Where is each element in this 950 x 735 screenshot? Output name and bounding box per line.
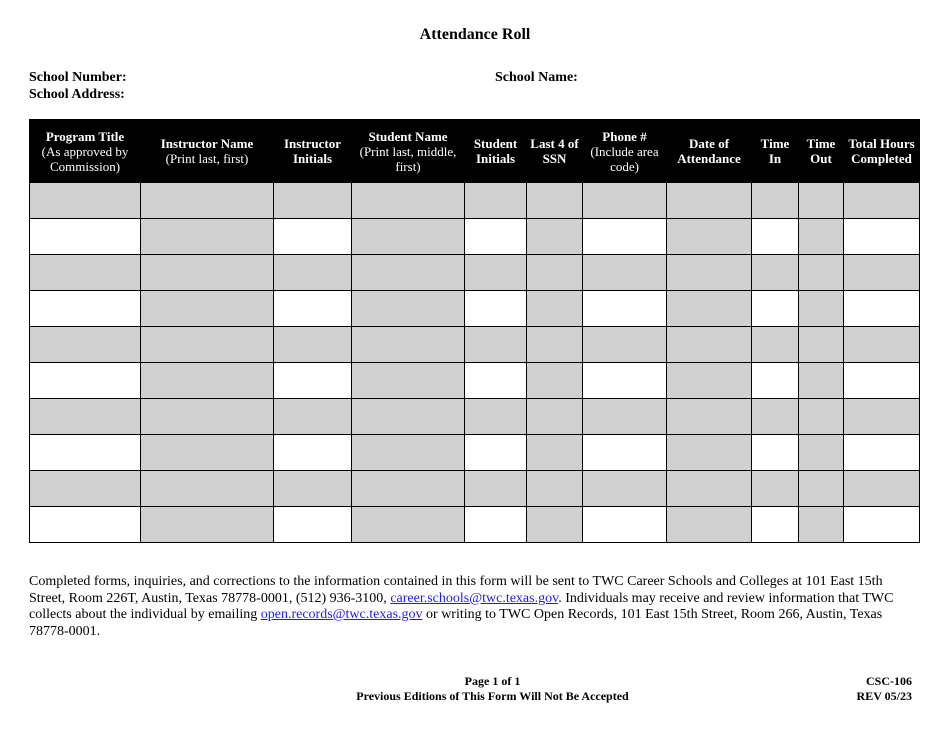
entry-cell[interactable] <box>799 219 844 255</box>
entry-cell[interactable] <box>583 219 667 255</box>
career-schools-email-link[interactable]: career.schools@twc.texas.gov <box>390 590 559 606</box>
entry-cell[interactable] <box>465 219 527 255</box>
entry-cell[interactable] <box>667 219 752 255</box>
column-header-title: Last 4 of SSN <box>530 136 579 166</box>
entry-cell[interactable] <box>141 327 274 363</box>
editions-notice: Previous Editions of This Form Will Not Be Accepted <box>356 689 629 703</box>
column-header-title: Program Title <box>45 128 125 144</box>
entry-cell[interactable] <box>141 183 274 219</box>
entry-cell[interactable] <box>141 435 274 471</box>
entry-cell[interactable] <box>667 399 752 435</box>
column-header-title: Time Out <box>806 136 836 166</box>
school-name-label: School Name: <box>495 70 578 85</box>
entry-cell[interactable] <box>799 363 844 399</box>
entry-cell[interactable] <box>352 399 465 435</box>
entry-cell[interactable] <box>667 183 752 219</box>
entry-cell[interactable] <box>799 291 844 327</box>
table-row <box>30 255 920 291</box>
column-header-title: Time In <box>760 136 790 166</box>
entry-cell[interactable] <box>141 255 274 291</box>
attendance-table <box>29 119 920 543</box>
entry-cell[interactable] <box>752 471 799 507</box>
entry-cell[interactable] <box>141 399 274 435</box>
entry-cell[interactable] <box>844 507 920 543</box>
entry-cell[interactable] <box>583 291 667 327</box>
column-header-title: Student Initials <box>473 136 518 166</box>
form-revision: REV 05/23 <box>856 689 912 703</box>
entry-cell[interactable] <box>799 255 844 291</box>
entry-cell[interactable] <box>527 399 583 435</box>
entry-cell[interactable] <box>527 435 583 471</box>
column-header <box>667 120 752 183</box>
entry-cell[interactable] <box>844 435 920 471</box>
column-header-title: Date of Attendance <box>677 136 741 166</box>
notice-text-2: . Individuals may receive and review information that TWC collects about the individual by emailing <box>29 590 894 622</box>
entry-cell[interactable] <box>274 399 352 435</box>
column-header-title: Student Name <box>368 128 448 144</box>
entry-cell[interactable] <box>352 183 465 219</box>
entry-cell[interactable] <box>844 219 920 255</box>
notice-text-1: Completed forms, inquiries, and corrections to the information contained in this form will be sent to TWC Career Schools and Colleges at 101 East 15th Street, Room 226T, Austin, Texas 78778-0001, (512) 936-3100, <box>29 574 883 606</box>
entry-cell[interactable] <box>274 471 352 507</box>
table-body <box>30 183 920 543</box>
entry-cell[interactable] <box>274 255 352 291</box>
column-header <box>527 120 583 183</box>
entry-cell[interactable] <box>465 255 527 291</box>
entry-cell[interactable] <box>274 507 352 543</box>
form-title: Attendance Roll <box>419 26 531 43</box>
column-header <box>799 120 844 183</box>
entry-cell[interactable] <box>465 471 527 507</box>
entry-cell[interactable] <box>352 219 465 255</box>
entry-cell[interactable] <box>274 435 352 471</box>
entry-cell[interactable] <box>352 291 465 327</box>
entry-cell[interactable] <box>583 255 667 291</box>
entry-cell[interactable] <box>352 255 465 291</box>
entry-cell[interactable] <box>844 363 920 399</box>
privacy-notice <box>29 574 914 640</box>
entry-cell[interactable] <box>527 183 583 219</box>
school-address-row <box>29 87 148 103</box>
entry-cell[interactable] <box>30 183 141 219</box>
school-number-row <box>29 70 150 86</box>
column-header-note: (Include area code) <box>590 143 659 174</box>
entry-cell[interactable] <box>752 435 799 471</box>
entry-cell[interactable] <box>752 363 799 399</box>
entry-cell[interactable] <box>583 327 667 363</box>
entry-cell[interactable] <box>844 255 920 291</box>
column-header <box>752 120 799 183</box>
entry-cell[interactable] <box>465 291 527 327</box>
page-number: Page 1 of 1 <box>464 674 521 688</box>
entry-cell[interactable] <box>667 471 752 507</box>
entry-cell[interactable] <box>799 327 844 363</box>
table-row <box>30 363 920 399</box>
entry-cell[interactable] <box>465 183 527 219</box>
entry-cell[interactable] <box>527 507 583 543</box>
column-header <box>465 120 527 183</box>
column-header-note: (Print last, first) <box>165 151 249 166</box>
entry-cell[interactable] <box>30 291 141 327</box>
entry-cell[interactable] <box>30 255 141 291</box>
entry-cell[interactable] <box>527 291 583 327</box>
entry-cell[interactable] <box>527 363 583 399</box>
column-header-title: Instructor Name <box>160 136 254 151</box>
column-header-note: (Print last, middle, first) <box>359 143 457 174</box>
entry-cell[interactable] <box>844 183 920 219</box>
entry-cell[interactable] <box>752 255 799 291</box>
entry-cell[interactable] <box>274 327 352 363</box>
table-row <box>30 327 920 363</box>
entry-cell[interactable] <box>583 363 667 399</box>
entry-cell[interactable] <box>141 363 274 399</box>
table-row <box>30 219 920 255</box>
entry-cell[interactable] <box>527 327 583 363</box>
entry-cell[interactable] <box>352 435 465 471</box>
table-row <box>30 507 920 543</box>
notice-text-3: or writing to TWC Open Records, 101 East 15th Street, Room 266, Austin, Texas 78778-0001. <box>29 607 883 639</box>
entry-cell[interactable] <box>527 219 583 255</box>
table-row <box>30 471 920 507</box>
entry-cell[interactable] <box>274 363 352 399</box>
column-header <box>844 120 920 183</box>
entry-cell[interactable] <box>752 219 799 255</box>
entry-cell[interactable] <box>274 183 352 219</box>
entry-cell[interactable] <box>667 291 752 327</box>
column-header-title: Total Hours Completed <box>848 136 915 166</box>
school-number-label: School Number: <box>29 70 127 85</box>
entry-cell[interactable] <box>141 291 274 327</box>
column-header <box>141 120 274 183</box>
entry-cell[interactable] <box>752 327 799 363</box>
entry-cell[interactable] <box>30 363 141 399</box>
table-row <box>30 291 920 327</box>
footer-right <box>857 674 912 704</box>
entry-cell[interactable] <box>352 363 465 399</box>
entry-cell[interactable] <box>752 291 799 327</box>
entry-cell[interactable] <box>465 435 527 471</box>
entry-cell[interactable] <box>844 327 920 363</box>
column-header <box>583 120 667 183</box>
entry-cell[interactable] <box>274 219 352 255</box>
entry-cell[interactable] <box>667 507 752 543</box>
entry-cell[interactable] <box>799 183 844 219</box>
entry-cell[interactable] <box>583 507 667 543</box>
entry-cell[interactable] <box>583 435 667 471</box>
entry-cell[interactable] <box>844 291 920 327</box>
entry-cell[interactable] <box>274 291 352 327</box>
entry-cell[interactable] <box>583 183 667 219</box>
entry-cell[interactable] <box>799 435 844 471</box>
entry-cell[interactable] <box>799 399 844 435</box>
open-records-email-link[interactable]: open.records@twc.texas.gov <box>260 607 423 622</box>
entry-cell[interactable] <box>527 255 583 291</box>
entry-cell[interactable] <box>752 507 799 543</box>
entry-cell[interactable] <box>465 399 527 435</box>
entry-cell[interactable] <box>352 471 465 507</box>
column-header-title: Instructor Initials <box>283 136 342 166</box>
column-header-title: Phone # <box>602 128 647 144</box>
entry-cell[interactable] <box>30 399 141 435</box>
entry-cell[interactable] <box>844 399 920 435</box>
table-row <box>30 399 920 435</box>
entry-cell[interactable] <box>667 327 752 363</box>
column-header <box>352 120 465 183</box>
entry-cell[interactable] <box>583 399 667 435</box>
entry-cell[interactable] <box>30 219 141 255</box>
entry-cell[interactable] <box>667 363 752 399</box>
entry-cell[interactable] <box>667 435 752 471</box>
table-header-row <box>30 120 920 183</box>
entry-cell[interactable] <box>30 327 141 363</box>
column-header <box>274 120 352 183</box>
entry-cell[interactable] <box>30 471 141 507</box>
entry-cell[interactable] <box>30 435 141 471</box>
entry-cell[interactable] <box>141 219 274 255</box>
entry-cell[interactable] <box>667 255 752 291</box>
table-row <box>30 435 920 471</box>
entry-cell[interactable] <box>141 471 274 507</box>
entry-cell[interactable] <box>352 507 465 543</box>
entry-cell[interactable] <box>465 327 527 363</box>
entry-cell[interactable] <box>527 471 583 507</box>
entry-cell[interactable] <box>141 507 274 543</box>
entry-cell[interactable] <box>752 183 799 219</box>
form-code: CSC-106 <box>865 674 912 688</box>
entry-cell[interactable] <box>30 507 141 543</box>
entry-cell[interactable] <box>583 471 667 507</box>
table-row <box>30 183 920 219</box>
column-header-note: (As approved by Commission) <box>41 143 129 174</box>
column-header <box>30 120 141 183</box>
entry-cell[interactable] <box>752 399 799 435</box>
entry-cell[interactable] <box>352 327 465 363</box>
school-address-label: School Address: <box>29 87 125 102</box>
school-name-row <box>495 70 601 86</box>
entry-cell[interactable] <box>799 507 844 543</box>
entry-cell[interactable] <box>844 471 920 507</box>
entry-cell[interactable] <box>465 363 527 399</box>
footer-center <box>0 674 950 704</box>
entry-cell[interactable] <box>465 507 527 543</box>
entry-cell[interactable] <box>799 471 844 507</box>
